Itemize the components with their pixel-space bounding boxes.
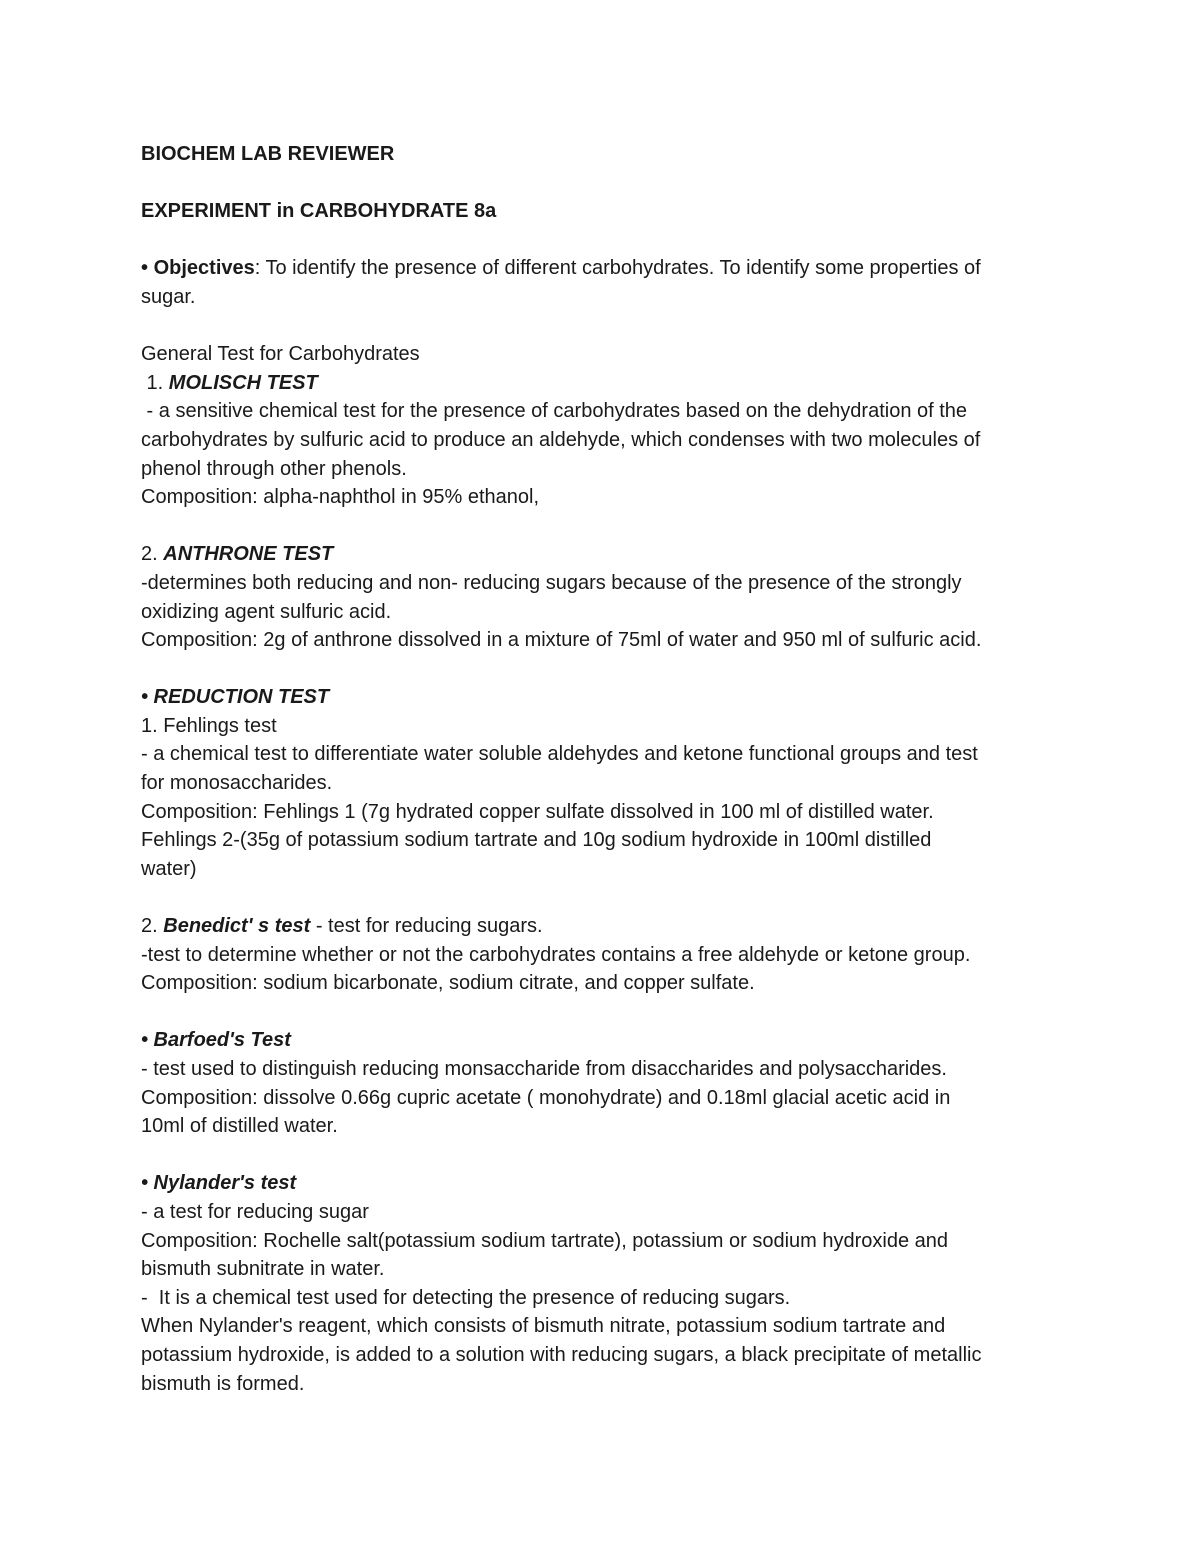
experiment-heading: EXPERIMENT in CARBOHYDRATE 8a	[141, 200, 497, 223]
objectives-label: Objectives	[153, 257, 255, 280]
objectives-text-cont: sugar.	[141, 285, 196, 308]
benedict-composition: Composition: sodium bicarbonate, sodium citrate, and copper sulfate.	[141, 972, 755, 995]
nylander-text: bismuth is formed.	[141, 1372, 305, 1395]
spacer	[141, 1141, 1061, 1170]
fehlings-text: for monosaccharides.	[141, 772, 333, 795]
reduction-test-heading: • REDUCTION TEST	[141, 686, 330, 709]
nylander-composition: Composition: Rochelle salt(potassium sodium tartrate), potassium or sodium hydroxide and	[141, 1229, 949, 1252]
nylander-text: - a test for reducing sugar	[141, 1200, 369, 1223]
nylander-composition: bismuth subnitrate in water.	[141, 1258, 385, 1281]
document-body	[141, 140, 1061, 1398]
nylander-heading: • Nylander's test	[141, 1172, 297, 1195]
fehlings-composition: Fehlings 2-(35g of potassium sodium tartrate and 10g sodium hydroxide in 100ml distilled	[141, 829, 932, 852]
nylander-text: When Nylander's reagent, which consists of bismuth nitrate, potassium sodium tartrate and	[141, 1315, 946, 1338]
molisch-number: 1.	[141, 371, 169, 394]
barfoed-composition: Composition: dissolve 0.66g cupric acetate ( monohydrate) and 0.18ml glacial acetic acid in	[141, 1086, 951, 1109]
document-title: BIOCHEM LAB REVIEWER	[141, 143, 395, 165]
molisch-text: phenol through other phenols.	[141, 457, 407, 480]
benedict-heading	[141, 912, 1061, 941]
spacer	[141, 226, 1061, 255]
benedict-text: -test to determine whether or not the carbohydrates contains a free aldehyde or ketone group.	[141, 943, 971, 966]
fehlings-text: - a chemical test to differentiate water soluble aldehydes and ketone functional groups and test	[141, 743, 978, 766]
fehlings-composition: water)	[141, 857, 197, 880]
fehlings-heading: 1. Fehlings test	[141, 714, 277, 737]
barfoed-heading: • Barfoed's Test	[141, 1029, 291, 1052]
barfoed-composition: 10ml of distilled water.	[141, 1115, 338, 1138]
molisch-text: carbohydrates by sulfuric acid to produce an aldehyde, which condenses with two molecules of	[141, 428, 981, 451]
nylander-text: potassium hydroxide, is added to a solution with reducing sugars, a black precipitate of metallic	[141, 1343, 982, 1366]
anthrone-number: 2.	[141, 543, 164, 566]
objectives-text: : To identify the presence of different carbohydrates. To identify some properties of	[254, 257, 981, 280]
nylander-text: - It is a chemical test used for detecting the presence of reducing sugars.	[141, 1286, 791, 1309]
spacer	[141, 312, 1061, 341]
fehlings-composition: Composition: Fehlings 1 (7g hydrated copper sulfate dissolved in 100 ml of distilled water.	[141, 800, 934, 823]
general-test-heading: General Test for Carbohydrates	[141, 343, 420, 366]
spacer	[141, 169, 1061, 198]
benedict-number: 2.	[141, 915, 164, 938]
molisch-heading	[141, 369, 1061, 398]
benedict-summary: - test for reducing sugars.	[310, 915, 543, 938]
anthrone-text: oxidizing agent sulfuric acid.	[141, 600, 392, 623]
barfoed-text: - test used to distinguish reducing monsaccharide from disaccharides and polysaccharides.	[141, 1058, 947, 1080]
anthrone-text: -determines both reducing and non- reducing sugars because of the presence of the strongly	[141, 571, 962, 594]
molisch-composition: Composition: alpha-naphthol in 95% ethanol,	[141, 486, 540, 509]
spacer	[141, 512, 1061, 541]
molisch-text: - a sensitive chemical test for the presence of carbohydrates based on the dehydration of the	[141, 400, 968, 423]
objectives-bullet: •	[141, 257, 149, 280]
anthrone-composition: Composition: 2g of anthrone dissolved in a mixture of 75ml of water and 950 ml of sulfuric acid.	[141, 629, 982, 652]
spacer	[141, 655, 1061, 684]
anthrone-name: ANTHRONE TEST	[163, 543, 334, 566]
spacer	[141, 883, 1061, 912]
anthrone-heading	[141, 540, 1061, 569]
molisch-name: MOLISCH TEST	[168, 371, 318, 394]
benedict-name: Benedict' s test	[163, 915, 311, 938]
objectives-line	[141, 254, 1061, 283]
spacer	[141, 998, 1061, 1027]
